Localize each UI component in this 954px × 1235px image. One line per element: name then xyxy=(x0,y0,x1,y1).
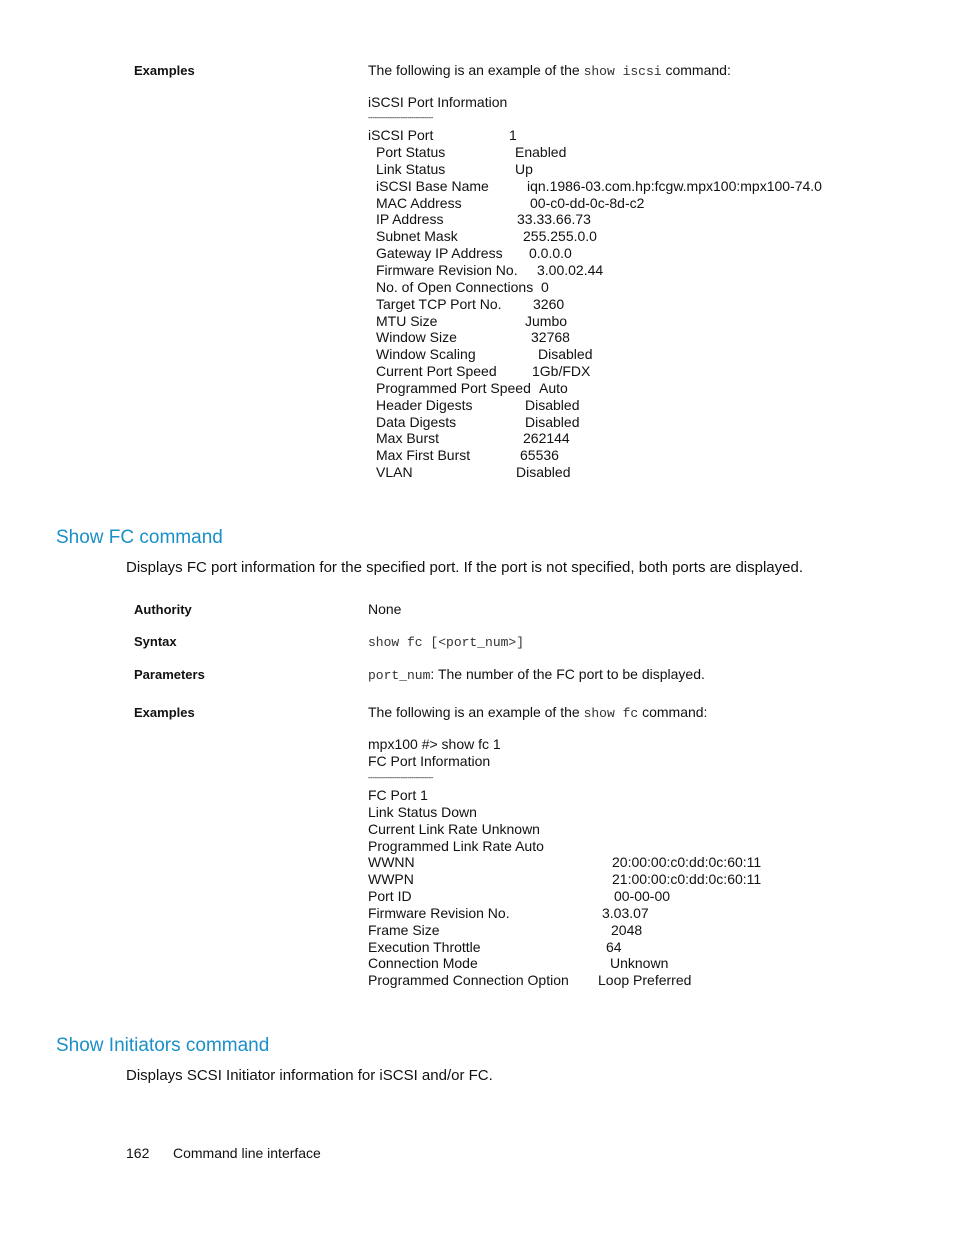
iscsi-row-label: Window Scaling xyxy=(376,346,476,363)
fc-row-value: 3.03.07 xyxy=(602,904,649,921)
fc-row-label: Connection Mode xyxy=(368,955,478,972)
section-description: Displays SCSI Initiator information for iSCSI and/or FC. xyxy=(126,1067,493,1084)
iscsi-row-value: 255.255.0.0 xyxy=(523,228,597,245)
intro-text: The following is an example of the xyxy=(368,704,584,720)
output-separator: ------------------------------ xyxy=(368,773,433,782)
iscsi-row-value: Jumbo xyxy=(525,312,568,329)
iscsi-row-value: Disabled xyxy=(525,413,580,430)
fc-row-value: 21:00:00:c0:dd:0c:60:11 xyxy=(612,870,762,887)
output-title: FC Port Information xyxy=(368,753,491,769)
iscsi-row-label: Window Size xyxy=(376,329,457,346)
fc-output-line: Link Status Down xyxy=(368,803,477,820)
iscsi-row-label: VLAN xyxy=(376,464,413,481)
iscsi-row-value: Up xyxy=(515,160,533,177)
fc-output-line: Programmed Link Rate Auto xyxy=(368,837,544,854)
iscsi-row-label: Current Port Speed xyxy=(376,363,497,380)
iscsi-row-label: MAC Address xyxy=(376,194,462,211)
iscsi-row-value: Enabled xyxy=(515,144,567,160)
iscsi-row-value: 32768 xyxy=(531,329,570,346)
iscsi-row-label: iSCSI Base Name xyxy=(376,177,489,194)
iscsi-row-value: 3.00.02.44 xyxy=(537,261,604,278)
examples-label: Examples xyxy=(134,705,195,720)
iscsi-row-label: Header Digests xyxy=(376,396,473,413)
iscsi-row-label: Programmed Port Speed xyxy=(376,379,531,396)
port-label: iSCSI Port xyxy=(368,127,434,143)
parameter-entry xyxy=(368,666,705,683)
examples-intro xyxy=(368,62,731,79)
iscsi-row-label: Port Status xyxy=(376,144,446,160)
iscsi-row-label: IP Address xyxy=(376,211,444,228)
iscsi-row-value: 262144 xyxy=(523,430,570,447)
footer-section-title: Command line interface xyxy=(173,1145,321,1161)
examples-intro xyxy=(368,704,707,721)
iscsi-row-label: Firmware Revision No. xyxy=(376,261,518,278)
fc-row-value: Unknown xyxy=(610,955,669,972)
iscsi-row-value: 0 xyxy=(541,278,549,295)
fc-row-value: 2048 xyxy=(611,921,643,938)
iscsi-row-value: 1Gb/FDX xyxy=(532,363,591,380)
fc-row-value: 20:00:00:c0:dd:0c:60:11 xyxy=(612,854,762,870)
iscsi-row-value: 00-c0-dd-0c-8d-c2 xyxy=(530,194,645,211)
fc-row-value: Loop Preferred xyxy=(598,972,692,989)
iscsi-row-label: No. of Open Connections xyxy=(376,278,534,295)
fc-output-line: Current Link Rate Unknown xyxy=(368,820,540,837)
iscsi-row-value: Disabled xyxy=(516,464,571,481)
iscsi-row-value: Disabled xyxy=(538,346,593,363)
iscsi-row-value: Disabled xyxy=(525,396,580,413)
fc-row-value: 64 xyxy=(606,938,622,955)
output-title: iSCSI Port Information xyxy=(368,94,508,110)
fc-output-line: FC Port 1 xyxy=(368,787,428,803)
iscsi-row-label: Target TCP Port No. xyxy=(376,295,502,312)
syntax-label: Syntax xyxy=(134,634,177,649)
command-prompt: mpx100 #> show fc 1 xyxy=(368,736,501,752)
fc-row-label: Programmed Connection Option xyxy=(368,972,569,989)
command-name: show iscsi xyxy=(583,64,662,79)
iscsi-row-value: 33.33.66.73 xyxy=(517,211,591,228)
iscsi-row-label: Subnet Mask xyxy=(376,228,458,245)
parameter-description: : The number of the FC port to be displayed. xyxy=(430,666,705,682)
parameters-label: Parameters xyxy=(134,667,205,682)
section-heading-show-initiators: Show Initiators command xyxy=(56,1035,270,1056)
fc-row-label: Port ID xyxy=(368,887,412,904)
iscsi-row-label: Max Burst xyxy=(376,430,440,447)
iscsi-row-label: MTU Size xyxy=(376,312,438,329)
page-number: 162 xyxy=(126,1145,150,1161)
authority-value: None xyxy=(368,601,402,617)
fc-row-label: WWPN xyxy=(368,870,414,887)
section-description: Displays FC port information for the specified port. If the port is not specified, both ports are displayed. xyxy=(126,559,803,576)
iscsi-row-label: Gateway IP Address xyxy=(376,245,503,262)
iscsi-row-label: Data Digests xyxy=(376,413,457,430)
fc-row-label: Execution Throttle xyxy=(368,938,481,955)
fc-row-value: 00-00-00 xyxy=(614,887,671,904)
output-separator: ------------------------------ xyxy=(368,113,433,122)
fc-row-label: Frame Size xyxy=(368,921,440,938)
fc-row-label: WWNN xyxy=(368,854,415,870)
intro-suffix: command: xyxy=(638,704,708,720)
iscsi-row-value: 3260 xyxy=(533,295,565,312)
iscsi-row-value: iqn.1986-03.com.hp:fcgw.mpx100:mpx100-74.0 xyxy=(527,177,822,194)
iscsi-row-value: 0.0.0.0 xyxy=(529,245,572,262)
section-heading-show-fc: Show FC command xyxy=(56,527,223,548)
iscsi-row-value: 65536 xyxy=(520,447,559,464)
intro-suffix: command: xyxy=(661,62,731,78)
command-name: show fc xyxy=(583,706,639,721)
examples-label: Examples xyxy=(134,63,195,78)
port-value: 1 xyxy=(509,127,517,143)
iscsi-row-label: Max First Burst xyxy=(376,447,471,464)
intro-text: The following is an example of the xyxy=(368,62,584,78)
iscsi-row-value: Auto xyxy=(539,379,568,396)
parameter-name: port_num xyxy=(368,668,431,683)
fc-row-label: Firmware Revision No. xyxy=(368,904,510,921)
authority-label: Authority xyxy=(134,602,192,617)
iscsi-row-label: Link Status xyxy=(376,160,446,177)
syntax-value: show fc [<port_num>] xyxy=(368,635,525,650)
